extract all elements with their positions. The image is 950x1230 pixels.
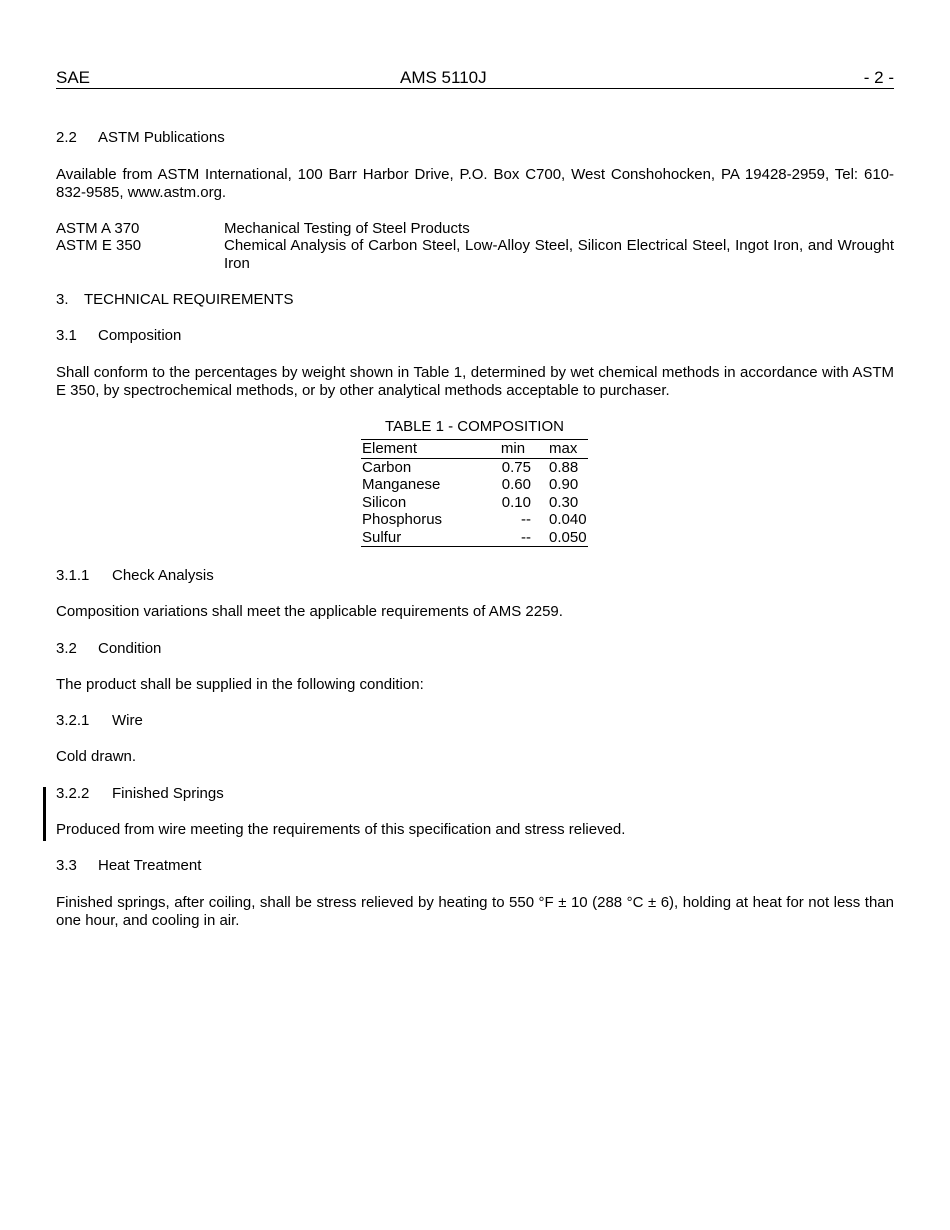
composition-paragraph: Shall conform to the percentages by weight shown in Table 1, determined by wet chemical methods in accordance with ASTM E 350, by spectrochemical methods, or by other analytical methods acceptable to purchaser. <box>56 364 894 399</box>
section-title: Finished Springs <box>112 785 224 802</box>
wire-paragraph: Cold drawn. <box>56 748 137 765</box>
section-title: Heat Treatment <box>98 857 202 874</box>
cell-min: 0.60 <box>501 476 531 493</box>
section-title: ASTM Publications <box>98 129 225 146</box>
section-number: 3.1 <box>56 327 77 344</box>
astm-address-paragraph: Available from ASTM International, 100 Barr Harbor Drive, P.O. Box C700, West Conshohocken, PA 19428-2959, Tel: 610-832-9585, www.astm.org. <box>56 166 894 201</box>
reference-code: ASTM E 350 <box>56 237 142 254</box>
finished-springs-paragraph: Produced from wire meeting the requirements of this specification and stress relieved. <box>56 821 626 838</box>
cell-min: -- <box>521 511 531 528</box>
cell-min: 0.75 <box>501 458 531 476</box>
table-row <box>361 529 588 547</box>
table-row <box>361 476 588 494</box>
section-number: 3.2.2 <box>56 785 90 802</box>
section-number: 3.2 <box>56 640 77 657</box>
table-row <box>361 511 588 529</box>
check-analysis-paragraph: Composition variations shall meet the applicable requirements of AMS 2259. <box>56 603 563 620</box>
section-3-3-heading <box>56 857 894 875</box>
composition-table <box>361 439 588 547</box>
column-header-element: Element <box>361 440 490 459</box>
cell-max: 0.88 <box>549 458 579 476</box>
cell-min: 0.10 <box>501 493 531 511</box>
section-2-2-heading <box>56 129 894 147</box>
section-title: TECHNICAL REQUIREMENTS <box>84 291 294 308</box>
cell-element: Manganese <box>362 476 441 493</box>
table-caption: TABLE 1 - COMPOSITION <box>385 418 564 435</box>
page-header <box>56 68 894 89</box>
section-number: 3.1.1 <box>56 567 90 584</box>
heat-treatment-paragraph: Finished springs, after coiling, shall be stress relieved by heating to 550 °F ± 10 (288 °C ± 6), holding at heat for not less than one hour, and cooling in air. <box>56 894 894 929</box>
section-title: Condition <box>98 640 162 657</box>
header-doc-id: AMS 5110J <box>400 68 487 87</box>
cell-element: Silicon <box>362 493 407 511</box>
cell-max: 0.30 <box>549 493 579 511</box>
section-3-2-heading <box>56 640 894 658</box>
section-title: Wire <box>112 712 143 729</box>
table-row <box>361 458 588 476</box>
table-header-row <box>361 440 588 459</box>
cell-min: -- <box>521 528 531 546</box>
column-header-min: min <box>490 440 541 459</box>
cell-element: Phosphorus <box>362 511 443 528</box>
cell-max: 0.040 <box>549 511 587 528</box>
section-number: 2.2 <box>56 129 77 146</box>
section-number: 3.2.1 <box>56 712 90 729</box>
revision-change-bar <box>43 787 46 841</box>
section-number: 3. <box>56 291 69 308</box>
section-3-heading <box>56 291 894 309</box>
cell-max: 0.90 <box>549 476 579 493</box>
table-row <box>361 494 588 512</box>
condition-paragraph: The product shall be supplied in the following condition: <box>56 676 424 693</box>
section-number: 3.3 <box>56 857 77 874</box>
header-page-number: - 2 - <box>863 68 894 87</box>
section-3-1-heading <box>56 327 894 345</box>
section-title: Check Analysis <box>112 567 214 584</box>
cell-max: 0.050 <box>549 528 587 546</box>
section-3-1-1-heading <box>56 567 894 585</box>
reference-title: Mechanical Testing of Steel Products <box>224 220 470 237</box>
header-org: SAE <box>56 68 91 87</box>
section-3-2-1-heading <box>56 712 894 730</box>
section-title: Composition <box>98 327 182 344</box>
section-3-2-2-heading <box>56 785 894 803</box>
reference-title: Chemical Analysis of Carbon Steel, Low-Alloy Steel, Silicon Electrical Steel, Ingot Iron, and Wrought Iron <box>224 237 894 272</box>
column-header-max: max <box>541 440 588 459</box>
reference-code: ASTM A 370 <box>56 220 140 237</box>
cell-element: Sulfur <box>362 528 402 546</box>
cell-element: Carbon <box>362 458 412 476</box>
